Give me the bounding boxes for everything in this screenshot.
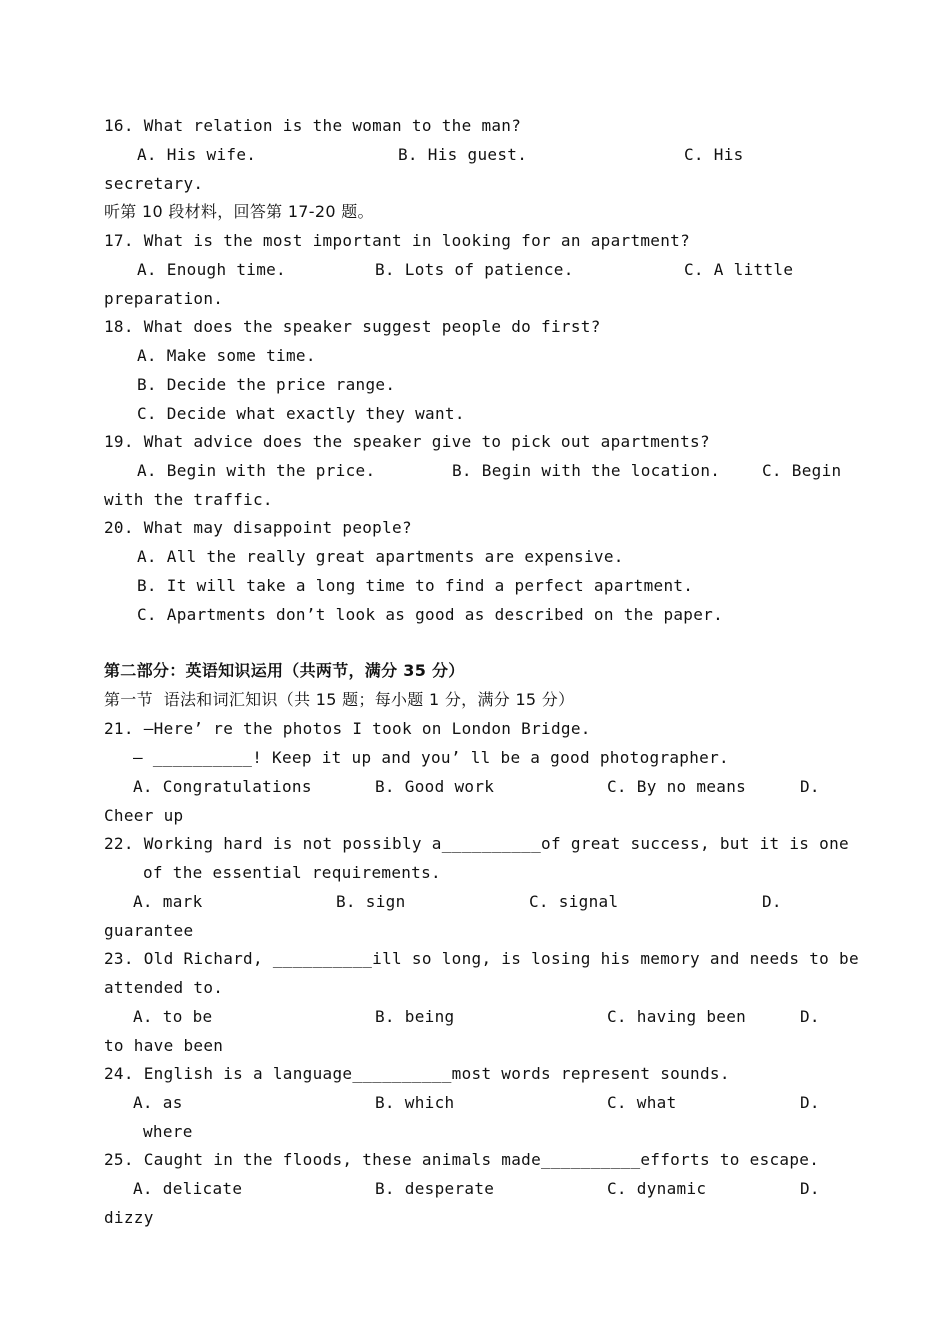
q21-opt-d: D. (800, 777, 820, 796)
q24-opt-c: C. what (607, 1093, 677, 1112)
q19-opt-a: A. Begin with the price. (137, 461, 376, 480)
q17-opt-b: B. Lots of patience. (375, 260, 574, 279)
section1-heading: 第一节 语法和词汇知识（共 15 题；每小题 1 分，满分 15 分） (104, 690, 575, 709)
q16-opt-c: C. His (684, 145, 744, 164)
q23-opt-d-cont: to have been (104, 1036, 224, 1055)
sec10-instruction: 听第 10 段材料，回答第 17-20 题。 (104, 202, 374, 221)
q21-opt-d-cont: Cheer up (104, 806, 184, 825)
q18-stem: 18. What does the speaker suggest people do first? (104, 317, 601, 336)
q18-opt-a: A. Make some time. (137, 346, 316, 365)
q16-opt-a: A. His wife. (137, 145, 257, 164)
q25-opt-b: B. desperate (375, 1179, 495, 1198)
q17-opt-c-cont: preparation. (104, 289, 224, 308)
q23-opt-a: A. to be (133, 1007, 213, 1026)
q24-stem: 24. English is a language__________most words represent sounds. (104, 1064, 730, 1083)
q22-opt-b: B. sign (336, 892, 406, 911)
q22-opt-d: D. (762, 892, 782, 911)
q19-opt-b: B. Begin with the location. (452, 461, 721, 480)
q23-stem-2: attended to. (104, 978, 224, 997)
q19-opt-c-cont: with the traffic. (104, 490, 273, 509)
q21-opt-c: C. By no means (607, 777, 747, 796)
q20-opt-a: A. All the really great apartments are expensive. (137, 547, 624, 566)
q25-opt-a: A. delicate (133, 1179, 243, 1198)
q17-opt-c: C. A little (684, 260, 794, 279)
q18-opt-c: C. Decide what exactly they want. (137, 404, 465, 423)
q21-stem-2: — __________! Keep it up and you’ ll be a good photographer. (133, 748, 729, 767)
q16-stem: 16. What relation is the woman to the man? (104, 116, 522, 135)
q20-opt-b: B. It will take a long time to find a perfect apartment. (137, 576, 694, 595)
q23-opt-b: B. being (375, 1007, 455, 1026)
q22-opt-a: A. mark (133, 892, 203, 911)
q25-opt-d-cont: dizzy (104, 1208, 154, 1227)
q22-stem-2: of the essential requirements. (143, 863, 441, 882)
q19-stem: 19. What advice does the speaker give to pick out apartments? (104, 432, 710, 451)
q20-opt-c: C. Apartments don’t look as good as described on the paper. (137, 605, 724, 624)
q17-stem: 17. What is the most important in looking for an apartment? (104, 231, 691, 250)
q22-stem: 22. Working hard is not possibly a__________of great success, but it is one (104, 834, 849, 853)
q20-stem: 20. What may disappoint people? (104, 518, 412, 537)
q23-stem: 23. Old Richard, __________ill so long, is losing his memory and needs to be (104, 949, 859, 968)
q22-opt-c: C. signal (529, 892, 619, 911)
q23-opt-d: D. (800, 1007, 820, 1026)
q25-opt-c: C. dynamic (607, 1179, 707, 1198)
part2-heading: 第二部分：英语知识运用（共两节，满分 35 分） (104, 661, 465, 680)
q25-opt-d: D. (800, 1179, 820, 1198)
q21-opt-b: B. Good work (375, 777, 495, 796)
q17-opt-a: A. Enough time. (137, 260, 286, 279)
q24-opt-d-cont: where (143, 1122, 193, 1141)
q16-opt-b: B. His guest. (398, 145, 528, 164)
q16-opt-c-cont: secretary. (104, 174, 204, 193)
q22-opt-d-cont: guarantee (104, 921, 194, 940)
q24-opt-a: A. as (133, 1093, 183, 1112)
q21-opt-a: A. Congratulations (133, 777, 312, 796)
q18-opt-b: B. Decide the price range. (137, 375, 396, 394)
q21-stem: 21. —Here’ re the photos I took on London Bridge. (104, 719, 591, 738)
q19-opt-c: C. Begin (762, 461, 842, 480)
q24-opt-d: D. (800, 1093, 820, 1112)
q24-opt-b: B. which (375, 1093, 455, 1112)
q25-stem: 25. Caught in the floods, these animals made__________efforts to escape. (104, 1150, 820, 1169)
q23-opt-c: C. having been (607, 1007, 747, 1026)
